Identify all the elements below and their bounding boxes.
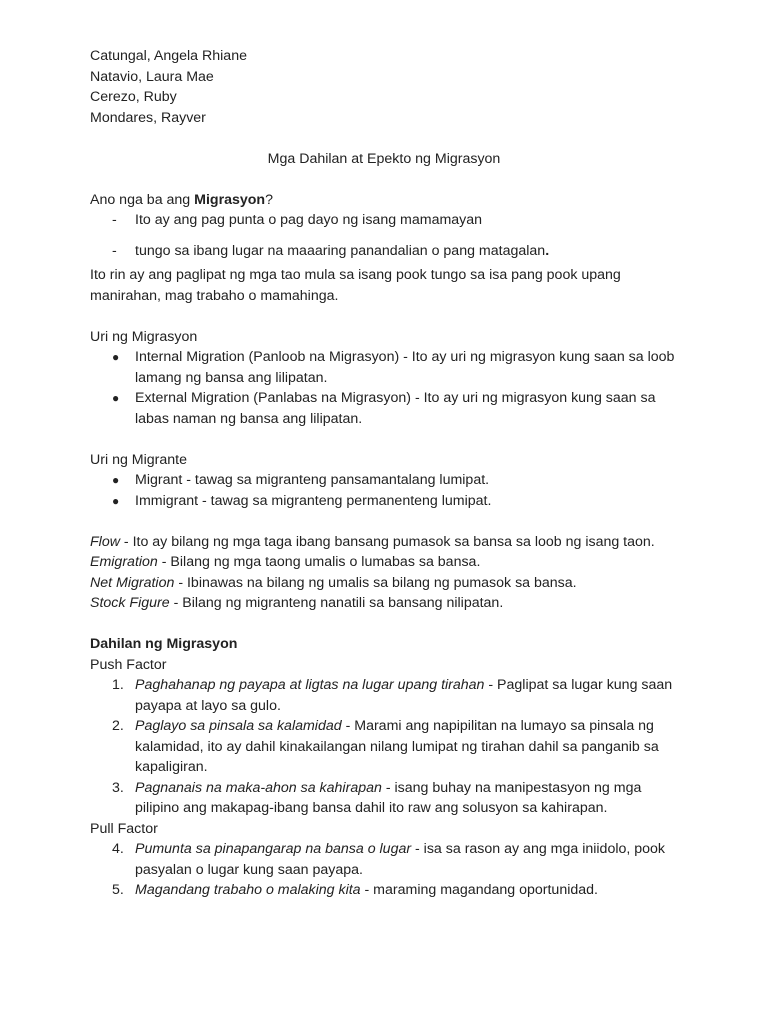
dash-marker: - <box>112 212 117 228</box>
item-text: - maraming magandang oportunidad. <box>360 882 598 898</box>
term: Stock Figure <box>90 595 170 611</box>
item-title: Paghahanap ng payapa at ligtas na lugar upang tirahan <box>135 677 485 693</box>
dash-text: tungo sa ibang lugar na maaaring panandalian o pang matagalan <box>135 242 546 259</box>
item-title: Magandang trabaho o malaking kita <box>135 882 361 898</box>
bullet-marker: ● <box>112 391 120 405</box>
numbered-item <box>90 716 675 778</box>
bullet-marker: ● <box>112 473 120 487</box>
author-name: Catungal, Angela Rhiane <box>90 48 247 64</box>
definition: - Bilang ng migranteng nanatili sa bansang nilipatan. <box>169 595 504 611</box>
numbered-item <box>90 880 680 901</box>
section-heading: Uri ng Migrante <box>90 451 187 468</box>
term-definition <box>90 552 690 573</box>
dash-text: Ito ay ang pag punta o pag dayo ng isang mamamayan <box>135 212 483 228</box>
list-item <box>90 470 690 491</box>
author-name: Cerezo, Ruby <box>90 89 177 105</box>
dash-marker: - <box>112 242 117 259</box>
term: Net Migration <box>90 574 175 591</box>
intro-paragraph: Ito rin ay ang paglipat ng mga tao mula sa isang pook tungo sa isa pang pook upang manirahan, mag trabaho o mamahinga. <box>90 267 621 304</box>
item-text: - Marami ang napipilitan na lumayo sa pinsala ng kalamidad, ito ay dahil kinakailangan nilang lumipat ng tirahan dahil sa panganib sa kapaligiran. <box>135 718 659 775</box>
list-item <box>90 491 690 512</box>
list-item-text: External Migration (Panlabas na Migrasyon) - Ito ay uri ng migrasyon kung saan sa labas naman ng bansa ang lilipatan. <box>135 390 656 427</box>
term-definition <box>90 532 655 553</box>
item-text: - isang buhay na manipestasyon ng mga pilipino ang makapag-ibang bansa dahil ito raw ang solusyon sa kahirapan. <box>135 779 642 816</box>
term: Flow <box>90 533 120 550</box>
term-definition <box>90 573 690 594</box>
list-item-text: Immigrant - tawag sa migranteng permanenteng lumipat. <box>135 492 492 509</box>
item-number: 4. <box>112 841 124 857</box>
section-heading: Uri ng Migrasyon <box>90 328 198 345</box>
list-item-text: Internal Migration (Panloob na Migrasyon) - Ito ay uri ng migrasyon kung saan sa loob lamang ng bansa ang lilipatan. <box>135 349 675 386</box>
question-post: ? <box>265 191 273 208</box>
dash-tail: . <box>545 242 550 259</box>
subsection-label: Pull Factor <box>90 820 158 837</box>
term-definition <box>90 593 690 614</box>
dash-item <box>90 210 690 231</box>
item-number: 3. <box>112 779 124 796</box>
list-item <box>90 347 680 388</box>
item-text: - isa sa rason ay ang mga iniidolo, pook pasyalan o lugar kung saan payapa. <box>135 841 666 878</box>
numbered-item <box>90 839 675 880</box>
document-title: Mga Dahilan at Epekto ng Migrasyon <box>267 150 501 167</box>
question-bold: Migrasyon <box>194 191 266 208</box>
subsection-label: Push Factor <box>90 656 167 673</box>
author-name: Mondares, Rayver <box>90 109 206 126</box>
item-number: 2. <box>112 718 124 734</box>
definition: - Ito ay bilang ng mga taga ibang bansang pumasok sa bansa sa loob ng isang taon. <box>119 533 655 550</box>
item-title: Paglayo sa pinsala sa kalamidad <box>135 718 342 734</box>
definition: - Ibinawas na bilang ng umalis sa bilang ng pumasok sa bansa. <box>174 574 577 591</box>
item-number: 5. <box>112 882 124 898</box>
section-heading: Dahilan ng Migrasyon <box>90 636 238 652</box>
list-item-text: Migrant - tawag sa migranteng pansamantalang lumipat. <box>135 472 490 488</box>
term: Emigration <box>90 554 158 570</box>
item-number: 1. <box>112 677 124 693</box>
author-name: Natavio, Laura Mae <box>90 68 214 85</box>
bullet-marker: ● <box>112 350 120 364</box>
item-title: Pumunta sa pinapangarap na bansa o lugar <box>135 841 412 857</box>
item-text: - Paglipat sa lugar kung saan payapa at layo sa gulo. <box>135 677 673 714</box>
list-item <box>90 388 680 429</box>
numbered-item <box>90 778 680 819</box>
question-pre: Ano nga ba ang <box>90 191 195 208</box>
document-body <box>90 46 690 901</box>
dash-item <box>90 241 690 262</box>
numbered-item <box>90 675 675 716</box>
bullet-marker: ● <box>112 493 120 508</box>
definition: - Bilang ng mga taong umalis o lumabas sa bansa. <box>157 554 481 570</box>
item-title: Pagnanais na maka-ahon sa kahirapan <box>135 779 382 796</box>
question-line <box>90 190 690 211</box>
